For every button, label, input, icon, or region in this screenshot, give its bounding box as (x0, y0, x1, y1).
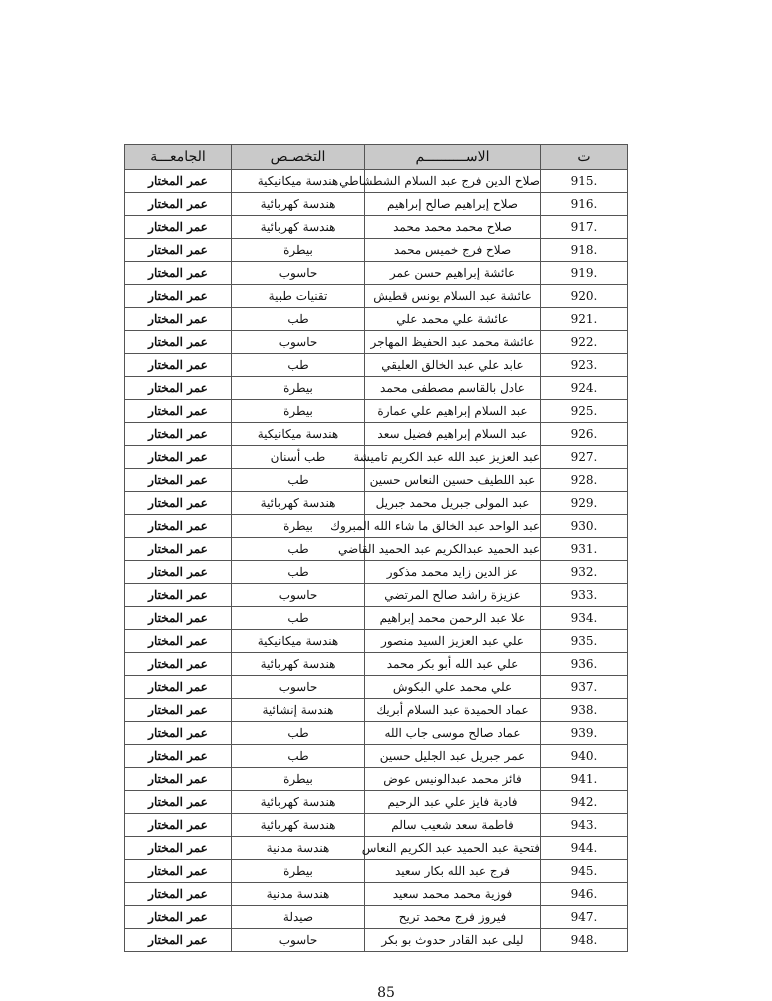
cell-number: 946. (541, 883, 628, 906)
cell-number: 927. (541, 446, 628, 469)
cell-university: عمر المختار (125, 630, 232, 653)
cell-specialization: بيطرة (232, 377, 365, 400)
cell-specialization: طب (232, 722, 365, 745)
table-row (125, 354, 628, 377)
cell-number: 917. (541, 216, 628, 239)
cell-specialization: حاسوب (232, 584, 365, 607)
cell-university: عمر المختار (125, 400, 232, 423)
table-row (125, 584, 628, 607)
cell-university: عمر المختار (125, 377, 232, 400)
table-row (125, 331, 628, 354)
cell-university: عمر المختار (125, 469, 232, 492)
cell-university: عمر المختار (125, 860, 232, 883)
cell-name: صلاح إبراهيم صالح إبراهيم (365, 193, 541, 216)
table-row (125, 170, 628, 193)
table-row (125, 791, 628, 814)
cell-name: عائشة عبد السلام يونس قطيش (365, 285, 541, 308)
cell-name: فتحية عبد الحميد عبد الكريم النعاس (365, 837, 541, 860)
cell-specialization: هندسة ميكانيكية (232, 423, 365, 446)
cell-specialization: بيطرة (232, 860, 365, 883)
table-body (125, 170, 628, 952)
cell-name: عماد الحميدة عبد السلام أبريك (365, 699, 541, 722)
table-row (125, 469, 628, 492)
cell-university: عمر المختار (125, 308, 232, 331)
cell-number: 929. (541, 492, 628, 515)
cell-specialization: هندسة كهربائية (232, 814, 365, 837)
cell-specialization: بيطرة (232, 400, 365, 423)
cell-number: 923. (541, 354, 628, 377)
cell-number: 919. (541, 262, 628, 285)
cell-university: عمر المختار (125, 814, 232, 837)
cell-name: عبد السلام إبراهيم علي عمارة (365, 400, 541, 423)
cell-university: عمر المختار (125, 331, 232, 354)
cell-name: فرج عبد الله بكار سعيد (365, 860, 541, 883)
cell-university: عمر المختار (125, 492, 232, 515)
table-row (125, 400, 628, 423)
cell-specialization: هندسة إنشائية (232, 699, 365, 722)
table-row (125, 423, 628, 446)
cell-specialization: حاسوب (232, 929, 365, 952)
cell-university: عمر المختار (125, 262, 232, 285)
cell-name: فاطمة سعد شعيب سالم (365, 814, 541, 837)
cell-specialization: تقنيات طبية (232, 285, 365, 308)
table-row (125, 676, 628, 699)
cell-university: عمر المختار (125, 676, 232, 699)
cell-specialization: بيطرة (232, 239, 365, 262)
table-row (125, 860, 628, 883)
table-row (125, 653, 628, 676)
cell-specialization: هندسة ميكانيكية (232, 170, 365, 193)
header-number: ت (541, 145, 628, 170)
table-row (125, 377, 628, 400)
cell-number: 937. (541, 676, 628, 699)
cell-number: 938. (541, 699, 628, 722)
cell-number: 934. (541, 607, 628, 630)
table-row (125, 745, 628, 768)
table-row (125, 446, 628, 469)
cell-specialization: طب (232, 308, 365, 331)
table-row (125, 883, 628, 906)
cell-university: عمر المختار (125, 538, 232, 561)
table-row (125, 768, 628, 791)
cell-name: علي عبد العزيز السيد منصور (365, 630, 541, 653)
cell-number: 942. (541, 791, 628, 814)
cell-name: عمر جبريل عبد الجليل حسين (365, 745, 541, 768)
cell-name: عادل بالقاسم مصطفى محمد (365, 377, 541, 400)
cell-name: ليلى عبد القادر حدوث بو بكر (365, 929, 541, 952)
cell-specialization: طب (232, 561, 365, 584)
cell-specialization: هندسة كهربائية (232, 193, 365, 216)
table-row (125, 699, 628, 722)
cell-number: 931. (541, 538, 628, 561)
cell-name: عبد اللطيف حسين النعاس حسين (365, 469, 541, 492)
cell-specialization: طب أسنان (232, 446, 365, 469)
cell-name: علي عبد الله أبو بكر محمد (365, 653, 541, 676)
cell-name: عبد الحميد عبدالكريم عبد الحميد القاضي (365, 538, 541, 561)
cell-specialization: بيطرة (232, 515, 365, 538)
cell-number: 939. (541, 722, 628, 745)
cell-number: 930. (541, 515, 628, 538)
cell-number: 948. (541, 929, 628, 952)
cell-specialization: هندسة كهربائية (232, 216, 365, 239)
cell-name: صلاح الدين فرج عبد السلام الشطشاطي (365, 170, 541, 193)
table-row (125, 630, 628, 653)
cell-university: عمر المختار (125, 446, 232, 469)
table-row (125, 561, 628, 584)
cell-name: علي محمد علي البكوش (365, 676, 541, 699)
cell-university: عمر المختار (125, 906, 232, 929)
cell-name: علا عبد الرحمن محمد إبراهيم (365, 607, 541, 630)
cell-name: عائشة علي محمد علي (365, 308, 541, 331)
cell-name: عزيزة راشد صالح المرتضي (365, 584, 541, 607)
table-row (125, 262, 628, 285)
cell-name: فائز محمد عبدالونيس عوض (365, 768, 541, 791)
cell-name: عائشة محمد عبد الحفيظ المهاجر (365, 331, 541, 354)
cell-number: 918. (541, 239, 628, 262)
cell-number: 945. (541, 860, 628, 883)
cell-number: 922. (541, 331, 628, 354)
cell-name: عماد صالح موسى جاب الله (365, 722, 541, 745)
cell-specialization: حاسوب (232, 331, 365, 354)
cell-specialization: بيطرة (232, 768, 365, 791)
cell-university: عمر المختار (125, 193, 232, 216)
cell-university: عمر المختار (125, 170, 232, 193)
cell-number: 928. (541, 469, 628, 492)
cell-name: فيروز فرج محمد تريح (365, 906, 541, 929)
cell-specialization: حاسوب (232, 676, 365, 699)
cell-number: 925. (541, 400, 628, 423)
cell-university: عمر المختار (125, 239, 232, 262)
table-row (125, 929, 628, 952)
cell-specialization: هندسة كهربائية (232, 492, 365, 515)
cell-university: عمر المختار (125, 354, 232, 377)
table-row (125, 515, 628, 538)
cell-name: عبد المولى جبريل محمد جبريل (365, 492, 541, 515)
cell-specialization: طب (232, 538, 365, 561)
cell-name: عابد علي عبد الخالق العليقي (365, 354, 541, 377)
students-table-container (124, 144, 627, 952)
cell-name: عز الدين زايد محمد مذكور (365, 561, 541, 584)
table-row (125, 308, 628, 331)
cell-university: عمر المختار (125, 607, 232, 630)
table-row (125, 906, 628, 929)
cell-university: عمر المختار (125, 216, 232, 239)
cell-specialization: طب (232, 469, 365, 492)
cell-university: عمر المختار (125, 768, 232, 791)
table-row (125, 285, 628, 308)
cell-university: عمر المختار (125, 745, 232, 768)
cell-specialization: طب (232, 745, 365, 768)
cell-specialization: هندسة مدنية (232, 883, 365, 906)
cell-specialization: هندسة مدنية (232, 837, 365, 860)
cell-name: صلاح محمد محمد محمد (365, 216, 541, 239)
table-row (125, 814, 628, 837)
header-name: الاســــــــــم (365, 145, 541, 170)
cell-number: 915. (541, 170, 628, 193)
header-university: الجامعـــة (125, 145, 232, 170)
cell-number: 947. (541, 906, 628, 929)
cell-specialization: صيدلة (232, 906, 365, 929)
cell-specialization: هندسة كهربائية (232, 791, 365, 814)
cell-name: صلاح فرج خميس محمد (365, 239, 541, 262)
table-row (125, 837, 628, 860)
cell-university: عمر المختار (125, 653, 232, 676)
cell-number: 936. (541, 653, 628, 676)
cell-number: 916. (541, 193, 628, 216)
cell-university: عمر المختار (125, 722, 232, 745)
cell-university: عمر المختار (125, 584, 232, 607)
cell-number: 926. (541, 423, 628, 446)
cell-number: 921. (541, 308, 628, 331)
page-number: 85 (377, 985, 395, 1001)
table-row (125, 216, 628, 239)
cell-name: عائشة إبراهيم حسن عمر (365, 262, 541, 285)
cell-university: عمر المختار (125, 423, 232, 446)
cell-university: عمر المختار (125, 285, 232, 308)
cell-university: عمر المختار (125, 883, 232, 906)
cell-name: عبد السلام إبراهيم فضيل سعد (365, 423, 541, 446)
header-specialization: التخصـص (232, 145, 365, 170)
students-table (124, 144, 628, 952)
table-row (125, 607, 628, 630)
cell-number: 944. (541, 837, 628, 860)
table-row (125, 193, 628, 216)
cell-number: 920. (541, 285, 628, 308)
cell-university: عمر المختار (125, 791, 232, 814)
table-header-row (125, 145, 628, 170)
cell-university: عمر المختار (125, 515, 232, 538)
cell-university: عمر المختار (125, 699, 232, 722)
table-row (125, 239, 628, 262)
cell-number: 935. (541, 630, 628, 653)
cell-number: 932. (541, 561, 628, 584)
table-row (125, 722, 628, 745)
cell-number: 940. (541, 745, 628, 768)
cell-university: عمر المختار (125, 561, 232, 584)
cell-name: عبد العزيز عبد الله عبد الكريم تاميشة (365, 446, 541, 469)
cell-specialization: طب (232, 607, 365, 630)
cell-specialization: هندسة ميكانيكية (232, 630, 365, 653)
cell-specialization: هندسة كهربائية (232, 653, 365, 676)
cell-specialization: طب (232, 354, 365, 377)
cell-name: فوزية محمد محمد سعيد (365, 883, 541, 906)
cell-number: 933. (541, 584, 628, 607)
cell-university: عمر المختار (125, 929, 232, 952)
table-row (125, 492, 628, 515)
table-row (125, 538, 628, 561)
cell-number: 943. (541, 814, 628, 837)
cell-number: 941. (541, 768, 628, 791)
cell-specialization: حاسوب (232, 262, 365, 285)
cell-university: عمر المختار (125, 837, 232, 860)
cell-name: عبد الواحد عبد الخالق ما شاء الله المبروك (365, 515, 541, 538)
cell-number: 924. (541, 377, 628, 400)
cell-name: فادية فايز علي عبد الرحيم (365, 791, 541, 814)
